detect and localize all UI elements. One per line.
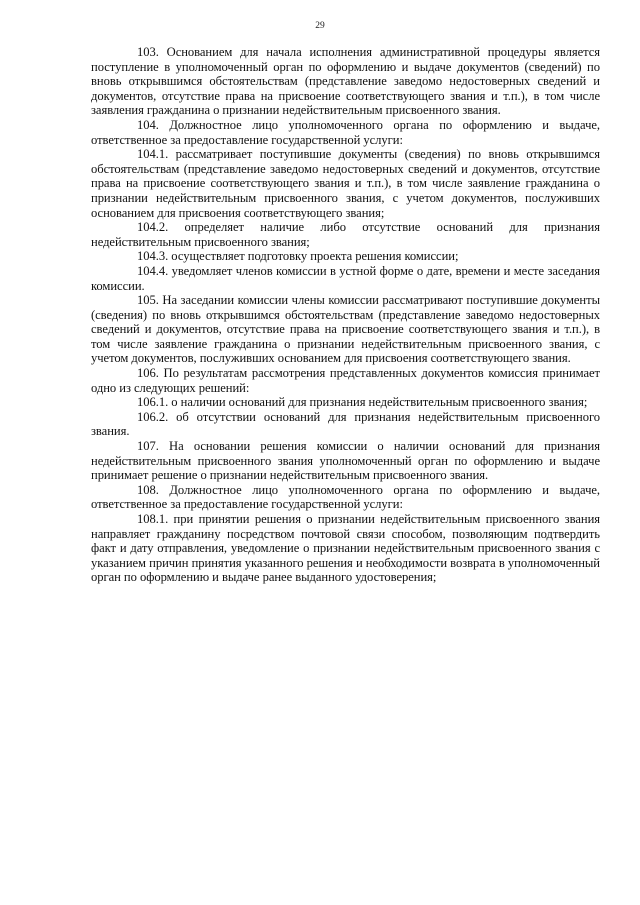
paragraph-105: 105. На заседании комиссии члены комиссии рассматривают поступившие документы (сведения) по вновь открывшимся обстоятельствам (представление заведомо недостоверных сведений и документов, отсутствие права на присвоение соответствующего звания и т.п.), в том числе заявление гражданина о признании недействительным присвоенного звания, с учетом документов, послуживших основанием для присвоения соответствующего звания. xyxy=(91,293,600,366)
paragraph-106: 106. По результатам рассмотрения представленных документов комиссия принимает одно из следующих решений: xyxy=(91,366,600,395)
paragraph-104: 104. Должностное лицо уполномоченного органа по оформлению и выдаче, ответственное за предоставление государственной услуги: xyxy=(91,117,600,147)
paragraph-107: 107. На основании решения комиссии о наличии оснований для признания недействительным присвоенного звания уполномоченный орган по оформлению и выдаче принимает решение о признании недействительным присвоенного звания. xyxy=(91,439,600,483)
paragraph-104-1: 104.1. рассматривает поступившие документы (сведения) по вновь открывшимся обстоятельствам (представление заведомо недостоверных сведений и документов, отсутствие права на присвоение соответствующего звания и т.п.), в том числе заявление гражданина о признании недействительным присвоенного звания, с учетом документов, послуживших основанием для присвоения соответствующего звания; xyxy=(91,147,600,220)
paragraph-103: 103. Основанием для начала исполнения административной процедуры является поступление в уполномоченный орган по оформлению и выдаче документов (сведений) по вновь открывшимся обстоятельствам (представление заведомо недостоверных сведений и документов, отсутствие права на присвоение соответствующего звания и т.п.), в том числе заявления гражданина о признании недействительным присвоенного звания. xyxy=(91,45,600,118)
paragraph-108: 108. Должностное лицо уполномоченного органа по оформлению и выдаче, ответственное за предоставление государственной услуги: xyxy=(91,482,600,512)
paragraph-106-1: 106.1. о наличии оснований для признания недействительным присвоенного звания; xyxy=(137,395,588,410)
paragraph-106-2: 106.2. об отсутствии оснований для признания недействительным присвоенного звания. xyxy=(91,409,600,439)
paragraph-108-1: 108.1. при принятии решения о признании недействительным присвоенного звания направляет гражданину посредством почтовой связи способом, позволяющим подтвердить факт и дату отправления, уведомление о признании недействительным присвоенного звания с указанием причин принятия указанного решения и необходимости возврата в уполномоченный орган по оформлению и выдаче ранее выданного удостоверения; xyxy=(91,512,600,585)
document-body xyxy=(91,45,600,585)
paragraph-104-4: 104.4. уведомляет членов комиссии в устной форме о дате, времени и месте заседания комиссии. xyxy=(91,263,600,293)
page-number: 29 xyxy=(315,21,325,31)
paragraph-104-2: 104.2. определяет наличие либо отсутствие оснований для признания недействительным присвоенного звания; xyxy=(91,220,600,249)
paragraph-104-3: 104.3. осуществляет подготовку проекта решения комиссии; xyxy=(137,249,459,264)
